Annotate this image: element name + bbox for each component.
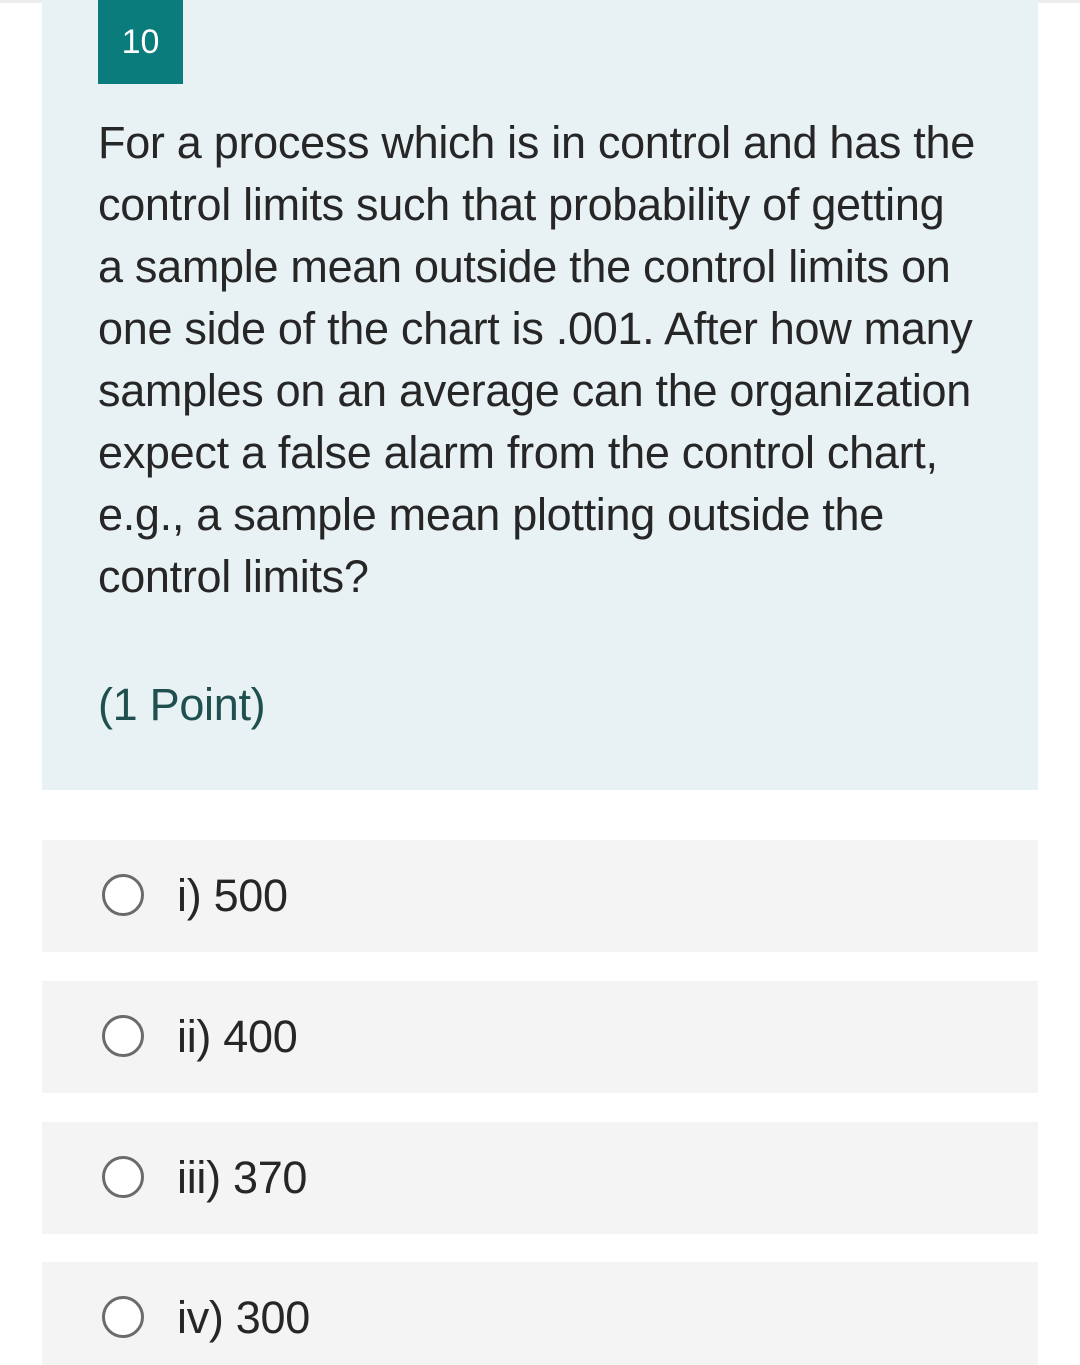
question-number-badge: 10 xyxy=(98,0,183,84)
option-2[interactable] xyxy=(42,981,1038,1093)
radio-button-icon[interactable] xyxy=(102,1296,144,1338)
option-label: ii) 400 xyxy=(177,1011,298,1062)
radio-button-icon[interactable] xyxy=(102,1156,144,1198)
option-label: i) 500 xyxy=(177,870,288,921)
radio-button-icon[interactable] xyxy=(102,874,144,916)
option-1[interactable] xyxy=(42,840,1038,952)
option-3[interactable] xyxy=(42,1122,1038,1234)
option-label: iii) 370 xyxy=(177,1152,308,1203)
option-label: iv) 300 xyxy=(177,1292,310,1343)
question-points: (1 Point) xyxy=(98,679,266,730)
option-4[interactable] xyxy=(42,1262,1038,1365)
question-card xyxy=(42,0,1038,790)
question-text: For a process which is in control and has the control limits such that probability of getting a sample mean outside the control limits on one side of the chart is .001. After how many samples on an average can the organization expect a false alarm from the control chart, e.g., a sample mean plotting outside the control limits? xyxy=(98,117,975,602)
radio-button-icon[interactable] xyxy=(102,1015,144,1057)
